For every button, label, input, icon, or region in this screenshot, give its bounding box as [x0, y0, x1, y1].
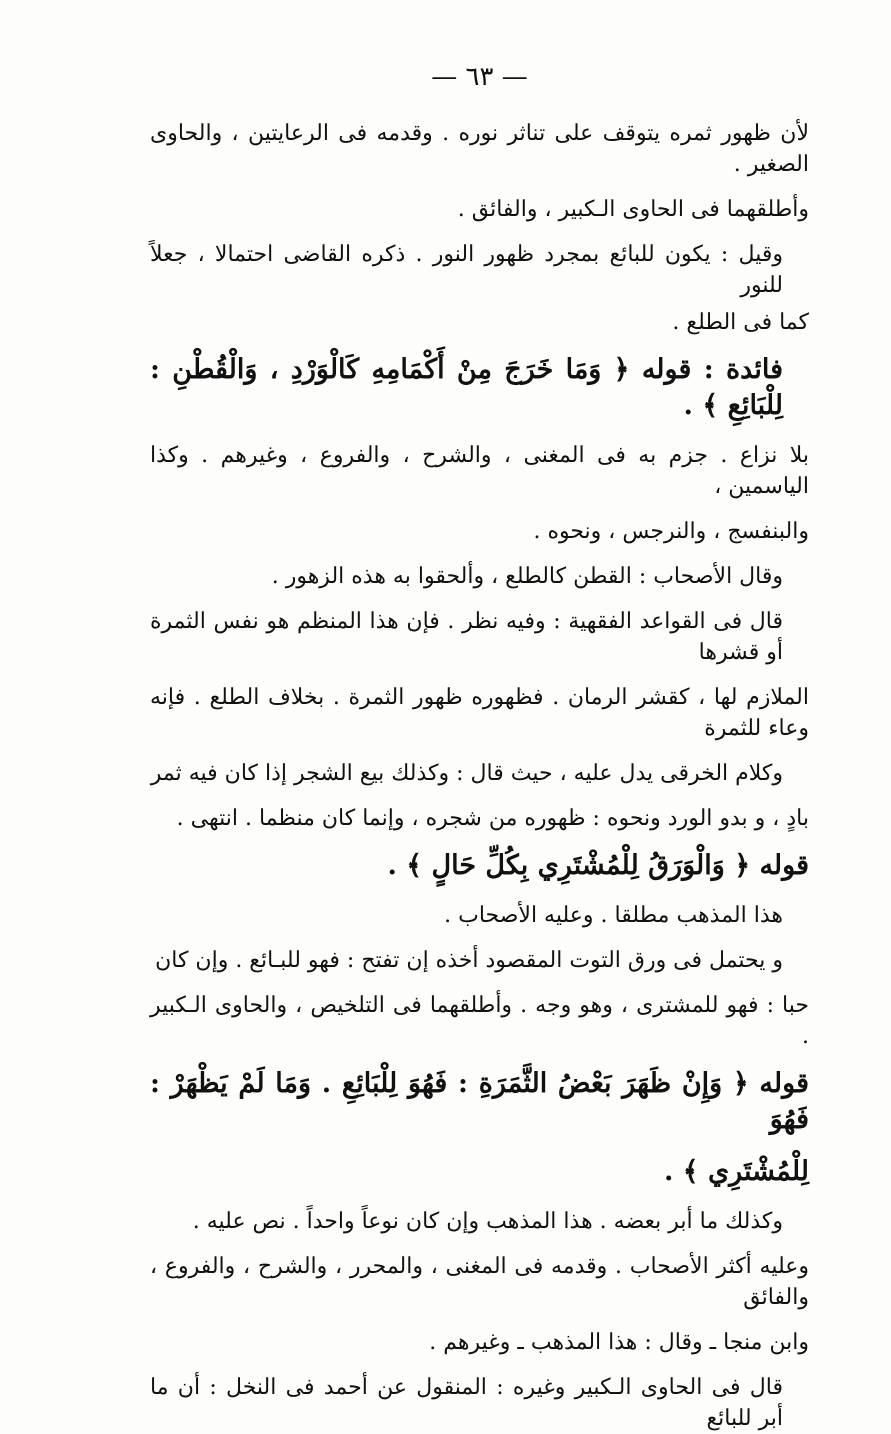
text-line: بادٍ ، و بدو الورد ونحوه : ظهوره من شجره ، وإنما كان منظما . انتهى . — [176, 806, 809, 831]
text-line: وقيل : يكون للبائع بمجرد ظهور النور . ذكره القاضى احتمالا ، جعلاً للنور — [150, 242, 783, 298]
section-heading-continuation: لِلْمُشْتَرِي ﴾ . — [663, 1156, 809, 1187]
text-line: والبنفسج ، والنرجس ، ونحوه . — [533, 519, 809, 544]
section-heading: قوله ﴿ وَالْوَرَقُ لِلْمُشْتَرِي بِكُلِّ حَالٍ ﴾ . — [387, 850, 809, 881]
text-line: وابن منجا ـ وقال : هذا المذهب ـ وغيرهم . — [429, 1330, 809, 1355]
text-line: قال فى القواعد الفقهية : وفيه نظر . فإن هذا المنظم هو نفس الثمرة أو قشرها — [150, 609, 783, 665]
section-heading: فائدة : قوله ﴿ وَمَا خَرَجَ مِنْ أَكْمَامِهِ كَالْوَرْدِ ، وَالْقُطْنِ : لِلْبَائِعِ ﴾ . — [150, 354, 783, 421]
text-line: حبا : فهو للمشترى ، وهو وجه . وأطلقهما فى التلخيص ، والحاوى الـكبير . — [150, 993, 809, 1049]
text-line: وكلام الخرقى يدل عليه ، حيث قال : وكذلك بيع الشجر إذا كان فيه ثمر — [150, 761, 783, 786]
text-line: هذا المذهب مطلقا . وعليه الأصحاب . — [444, 903, 783, 928]
text-line: وكذلك ما أبر بعضه . هذا المذهب وإن كان نوعاً واحداً . نص عليه . — [192, 1209, 783, 1234]
text-line: و يحتمل فى ورق التوت المقصود أخذه إن تفتح : فهو للبـائع . وإن كان — [155, 948, 783, 973]
text-line: لأن ظهور ثمره يتوقف على تناثر نوره . وقدمه فى الرعايتين ، والحاوى الصغير . — [150, 121, 809, 177]
text-line: وعليه أكثر الأصحاب . وقدمه فى المغنى ، والمحرر ، والشرح ، والفروع ، والفائق — [150, 1254, 809, 1310]
section-heading: قوله ﴿ وَإِنْ ظَهَرَ بَعْضُ الثَّمَرَةِ : فَهُوَ لِلْبَائِعِ . وَمَا لَمْ يَظْهَرْ : فَهُوَ — [150, 1068, 809, 1135]
text-line: الملازم لها ، كقشر الرمان . فظهوره ظهور الثمرة . بخلاف الطلع . فإنه وعاء للثمرة — [150, 685, 809, 741]
text-line: بلا نزاع . جزم به فى المغنى ، والشرح ، والفروع ، وغيرهم . وكذا الياسمين ، — [150, 443, 809, 499]
text-line: وأطلقهما فى الحاوى الـكبير ، والفائق . — [457, 197, 809, 222]
text-line: قال فى الحاوى الـكبير وغيره : المنقول عن أحمد فى النخل : أن ما أبر للبائع — [150, 1375, 783, 1431]
text-line: وقال الأصحاب : القطن كالطلع ، وألحقوا به هذه الزهور . — [271, 564, 783, 589]
text-line: كما فى الطلع . — [672, 310, 809, 335]
page-number: — ٦٣ — — [431, 62, 528, 92]
